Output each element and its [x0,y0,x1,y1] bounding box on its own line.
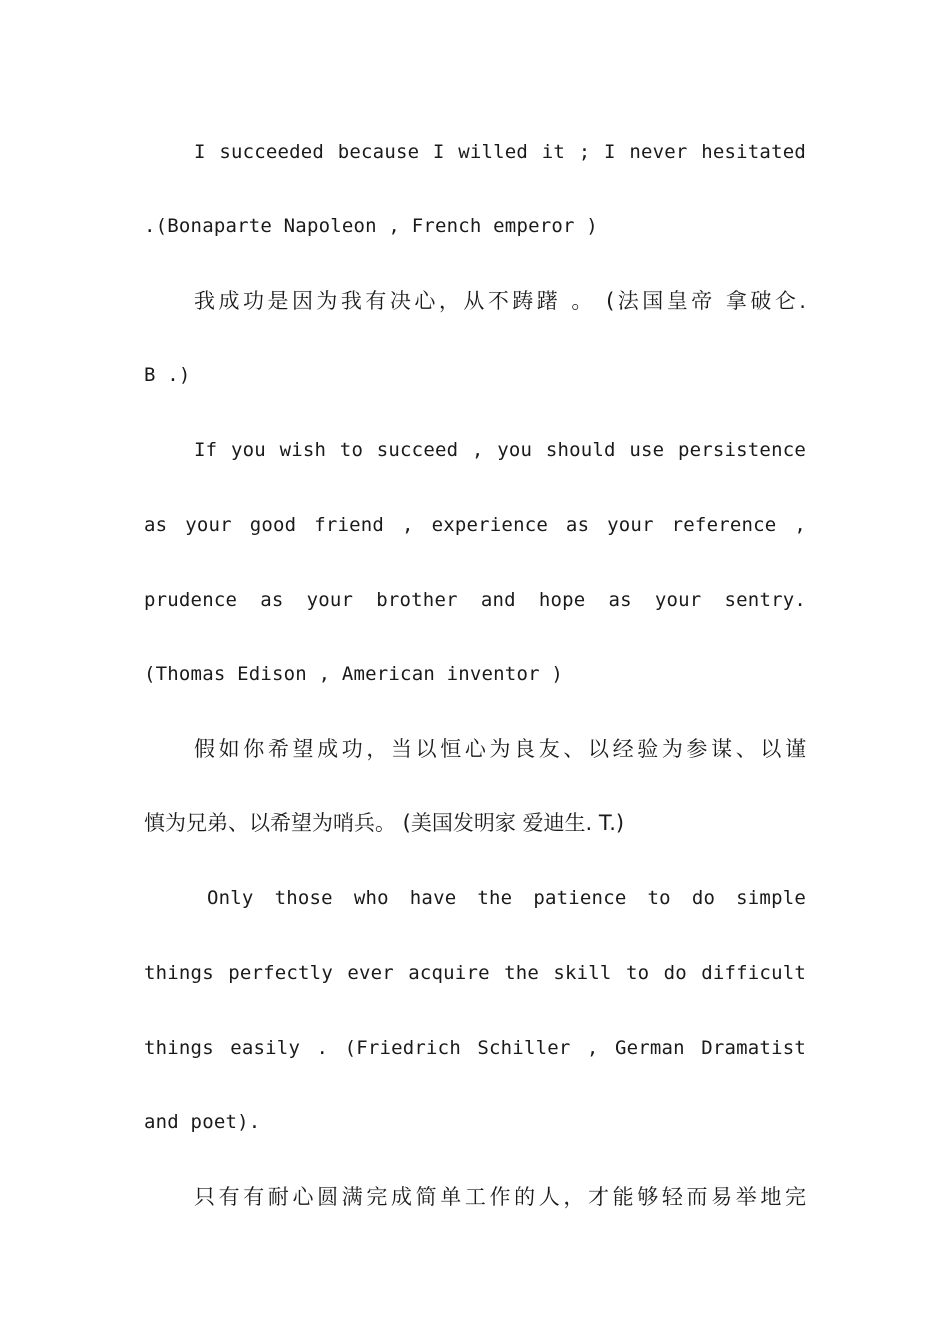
text-line: and poet). [144,1111,261,1133]
text-line: I succeeded because I willed it ; I never hesitated [194,141,806,163]
text-line: B .) [144,364,191,386]
text-line: .(Bonaparte Napoleon , French emperor ) [144,215,598,237]
text-line: as your good friend , experience as your reference , [144,514,806,536]
text-line: 我成功是因为我有决心，从不踌躇 。 (法国皇帝 拿破仑. [194,289,806,313]
text-line: 慎为兄弟、以希望为哨兵。 (美国发明家 爱迪生. T.) [144,811,625,835]
text-line: 假如你希望成功，当以恒心为良友、以经验为参谋、以谨 [194,737,806,761]
text-line: things perfectly ever acquire the skill to do difficult [144,962,806,984]
text-line: If you wish to succeed , you should use persistence [194,439,806,461]
text-line: things easily . (Friedrich Schiller , German Dramatist [144,1037,806,1059]
text-line: prudence as your brother and hope as your sentry. [144,589,806,611]
text-line: (Thomas Edison , American inventor ) [144,663,564,685]
text-line: Only those who have the patience to do simple [207,887,806,909]
text-line: 只有有耐心圆满完成简单工作的人，才能够轻而易举地完 [194,1185,806,1209]
